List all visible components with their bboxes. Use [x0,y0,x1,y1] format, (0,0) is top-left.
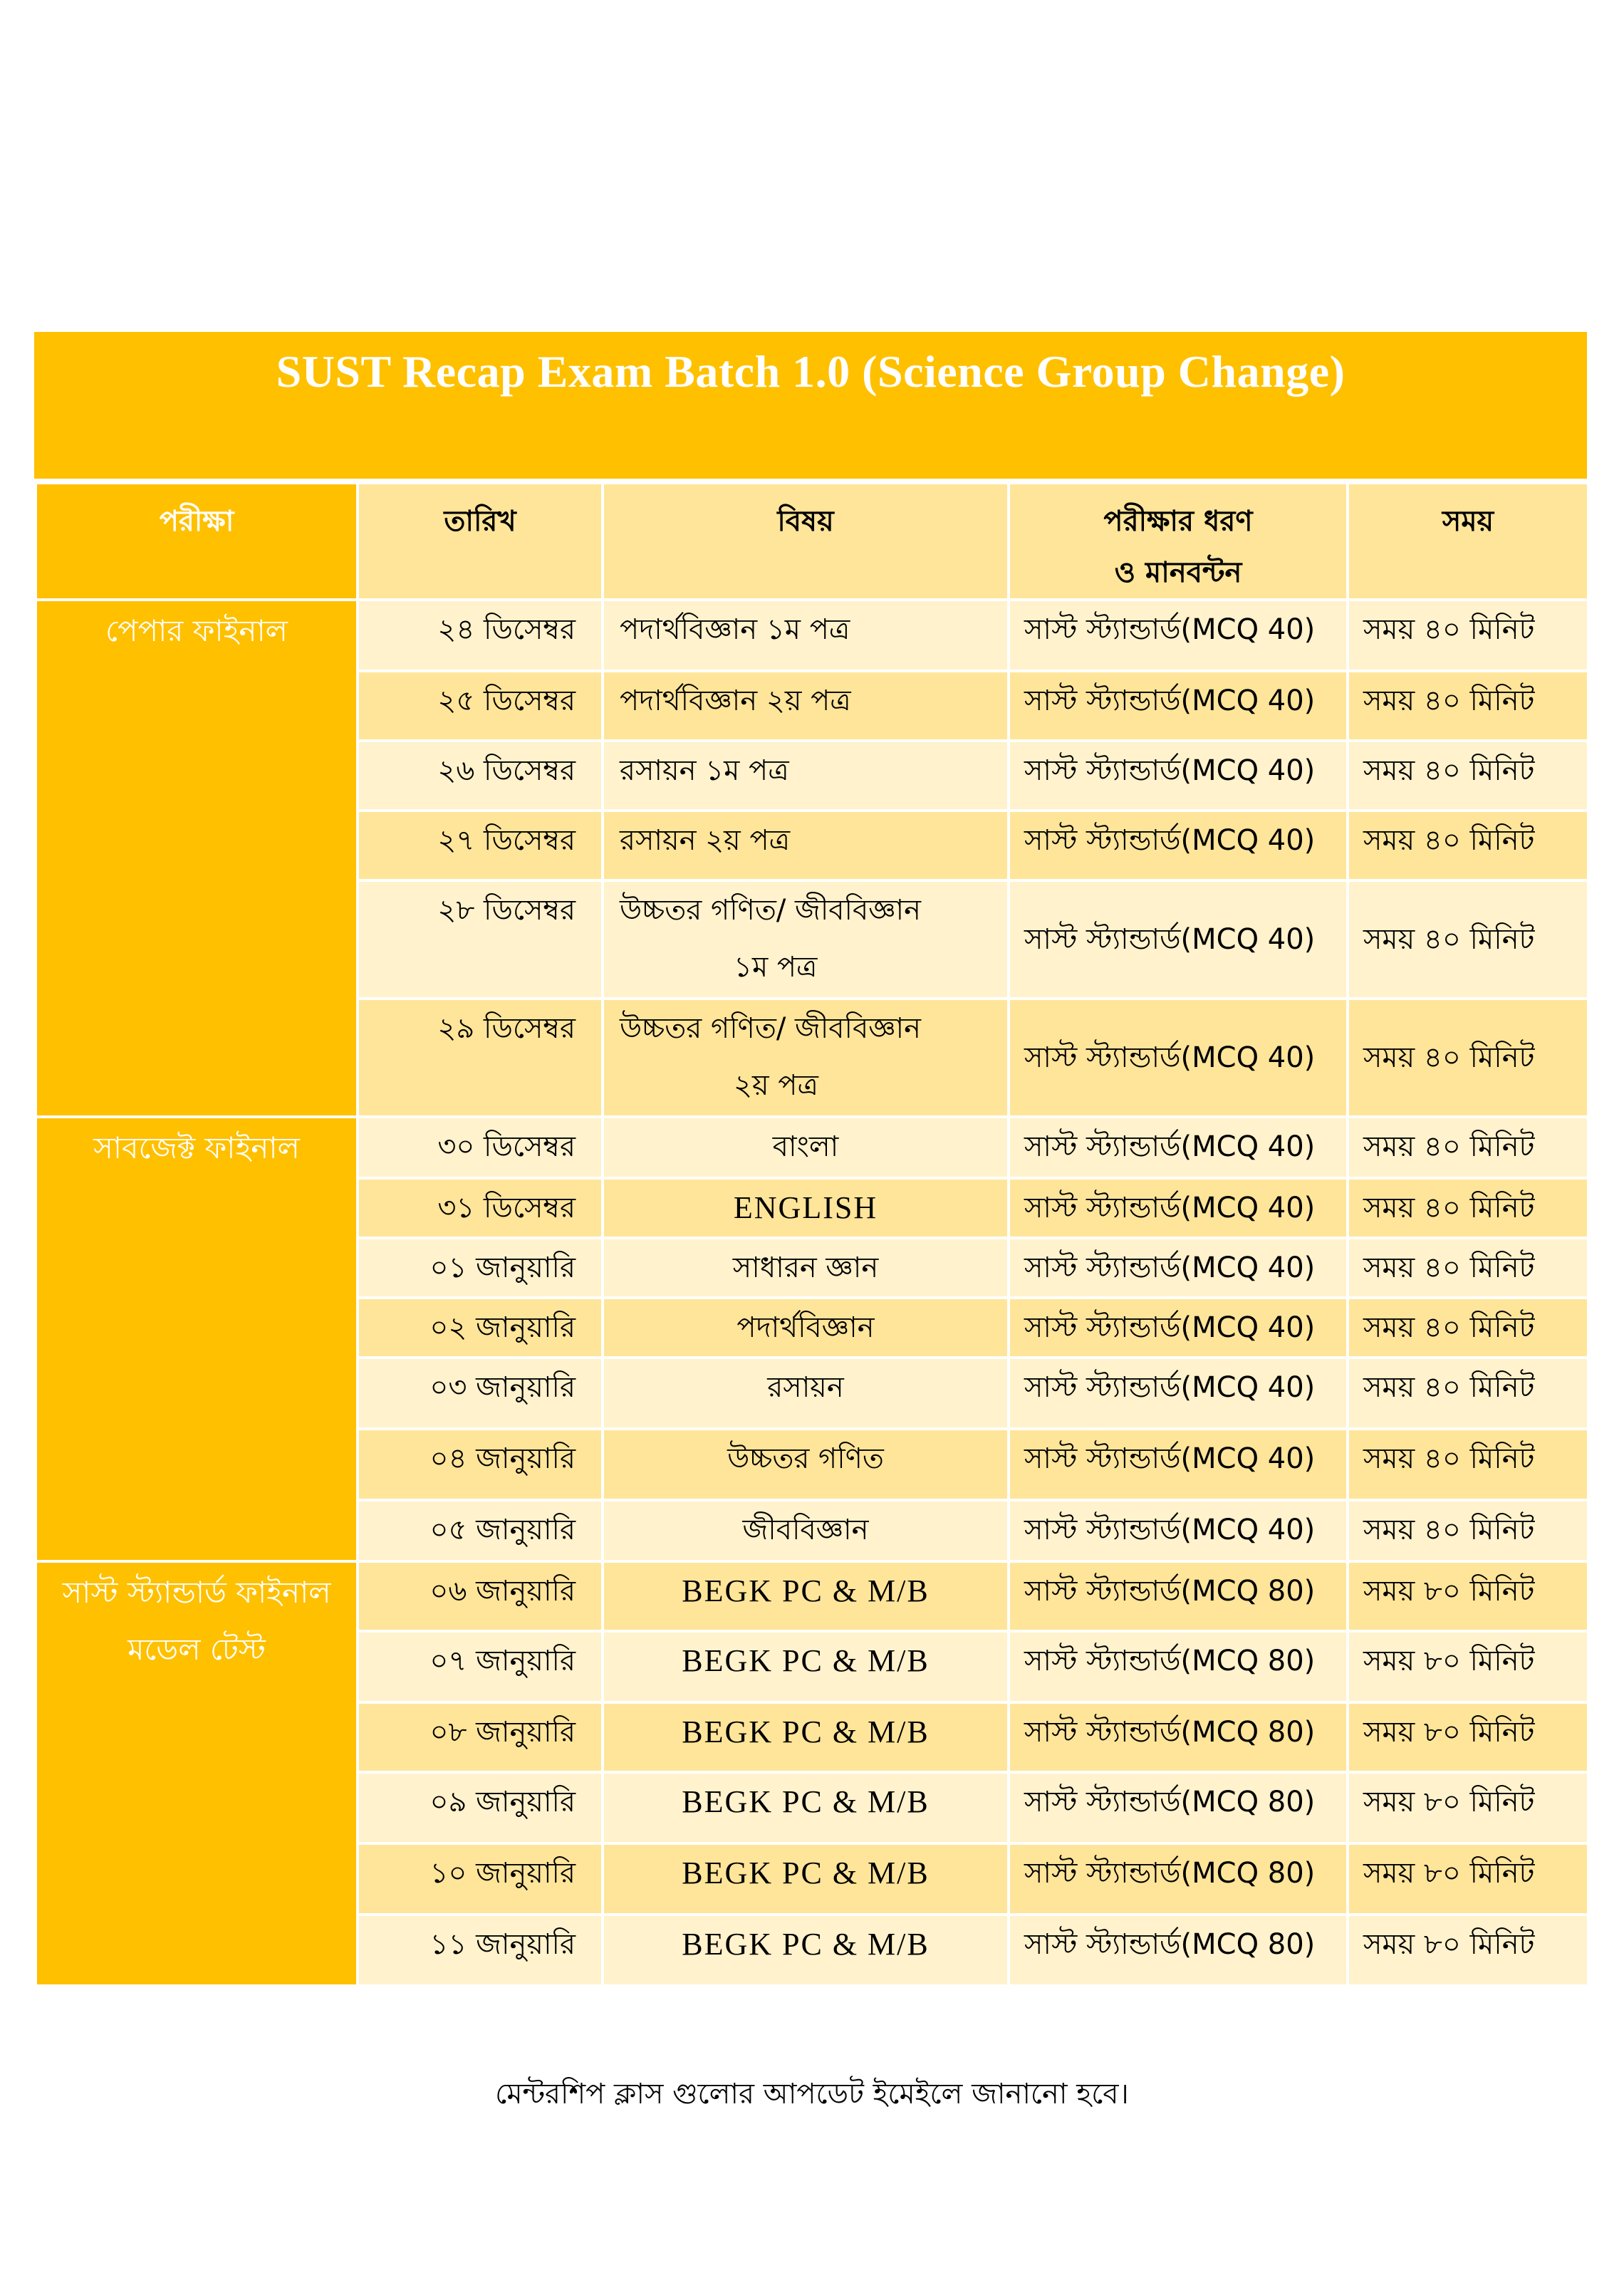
subject-cell [603,1358,1009,1429]
time-cell: সময় ৪০ মিনিট [1348,600,1588,671]
subject-line1: BEGK PC & M/B [682,1784,930,1819]
schedule-sheet [34,332,1587,1987]
exam-section-name [36,1117,358,1561]
subject-cell [603,1631,1009,1702]
subject-cell [603,1561,1009,1631]
table-row [36,1117,1588,1178]
date-cell: ০৩ জানুয়ারি [358,1358,603,1429]
subject-line1: উচ্চতর গণিত/ জীববিজ্ঞান [620,1012,921,1045]
table-row [36,1561,1588,1631]
exam-section-name [36,600,358,1117]
time-cell: সময় ৪০ মিনিট [1348,1298,1588,1358]
date-cell: ১১ জানুয়ারি [358,1915,603,1986]
schedule-table [34,482,1590,1987]
exam-section-name-line1: সাবজেক্ট ফাইনাল [93,1130,300,1165]
subject-cell [603,1772,1009,1843]
header-date: তারিখ [358,483,603,600]
format-cell: সাস্ট স্ট্যান্ডার্ড(MCQ 80) [1009,1702,1348,1772]
date-cell: ০৭ জানুয়ারি [358,1631,603,1702]
header-row [36,483,1588,600]
format-cell: সাস্ট স্ট্যান্ডার্ড(MCQ 40) [1009,1298,1348,1358]
format-cell: সাস্ট স্ট্যান্ডার্ড(MCQ 40) [1009,1358,1348,1429]
date-cell: ০৬ জানুয়ারি [358,1561,603,1631]
format-cell: সাস্ট স্ট্যান্ডার্ড(MCQ 80) [1009,1772,1348,1843]
format-cell: সাস্ট স্ট্যান্ডার্ড(MCQ 80) [1009,1843,1348,1915]
date-cell: ৩০ ডিসেম্বর [358,1117,603,1178]
format-cell: সাস্ট স্ট্যান্ডার্ড(MCQ 40) [1009,741,1348,811]
schedule-body [36,600,1588,1986]
format-cell: সাস্ট স্ট্যান্ডার্ড(MCQ 40) [1009,880,1348,999]
subject-cell [603,880,1009,999]
time-cell: সময় ৮০ মিনিট [1348,1843,1588,1915]
title-band [34,332,1587,482]
header-exam: পরীক্ষা [36,483,358,600]
format-cell: সাস্ট স্ট্যান্ডার্ড(MCQ 40) [1009,1500,1348,1561]
subject-line1: রসায়ন ২য় পত্র [620,824,791,857]
subject-line1: উচ্চতর গণিত/ জীববিজ্ঞান [620,894,921,927]
subject-cell [603,811,1009,880]
subject-line1: BEGK PC & M/B [682,1927,930,1962]
subject-cell [603,999,1009,1117]
subject-cell [603,1702,1009,1772]
subject-line2: ২য় পত্র [734,1069,818,1102]
format-cell: সাস্ট স্ট্যান্ডার্ড(MCQ 40) [1009,1429,1348,1500]
time-cell: সময় ৮০ মিনিট [1348,1915,1588,1986]
subject-cell [603,1298,1009,1358]
time-cell: সময় ৪০ মিনিট [1348,1429,1588,1500]
date-cell: ১০ জানুয়ারি [358,1843,603,1915]
date-cell: ০৫ জানুয়ারি [358,1500,603,1561]
table-row [36,600,1588,671]
header-format [1009,483,1348,600]
subject-cell [603,741,1009,811]
date-cell: ০৯ জানুয়ারি [358,1772,603,1843]
date-cell: ০৮ জানুয়ারি [358,1702,603,1772]
time-cell: সময় ৮০ মিনিট [1348,1631,1588,1702]
date-cell: ২৪ ডিসেম্বর [358,600,603,671]
subject-line1: বাংলা [772,1130,839,1163]
format-cell: সাস্ট স্ট্যান্ডার্ড(MCQ 80) [1009,1561,1348,1631]
format-cell: সাস্ট স্ট্যান্ডার্ড(MCQ 40) [1009,999,1348,1117]
subject-line1: BEGK PC & M/B [682,1855,930,1890]
subject-line1: সাধারন জ্ঞান [732,1251,879,1284]
exam-section-name-line1: পেপার ফাইনাল [105,613,288,648]
subject-line1: BEGK PC & M/B [682,1573,930,1608]
page-title: SUST Recap Exam Batch 1.0 (Science Group Change) [276,346,1345,397]
format-cell: সাস্ট স্ট্যান্ডার্ড(MCQ 80) [1009,1915,1348,1986]
header-format-line1: পরীক্ষার ধরণ [1103,505,1253,538]
subject-line1: পদার্থবিজ্ঞান [736,1311,875,1344]
time-cell: সময় ৪০ মিনিট [1348,811,1588,880]
subject-cell [603,1117,1009,1178]
subject-cell [603,1238,1009,1298]
time-cell: সময় ৪০ মিনিট [1348,999,1588,1117]
date-cell: ৩১ ডিসেম্বর [358,1178,603,1238]
date-cell: ০১ জানুয়ারি [358,1238,603,1298]
subject-cell [603,1500,1009,1561]
date-cell: ২৭ ডিসেম্বর [358,811,603,880]
subject-line1: উচ্চতর গণিত [727,1442,884,1475]
footer-note: মেন্টরশিপ ক্লাস গুলোর আপডেট ইমেইলে জানানো হবে। [495,2078,1129,2110]
time-cell: সময় ৪০ মিনিট [1348,880,1588,999]
format-cell: সাস্ট স্ট্যান্ডার্ড(MCQ 80) [1009,1631,1348,1702]
time-cell: সময় ৪০ মিনিট [1348,1500,1588,1561]
time-cell: সময় ৮০ মিনিট [1348,1561,1588,1631]
format-cell: সাস্ট স্ট্যান্ডার্ড(MCQ 40) [1009,600,1348,671]
format-cell: সাস্ট স্ট্যান্ডার্ড(MCQ 40) [1009,811,1348,880]
subject-line1: ENGLISH [733,1190,878,1225]
date-cell: ২৮ ডিসেম্বর [358,880,603,999]
time-cell: সময় ৪০ মিনিট [1348,671,1588,741]
time-cell: সময় ৪০ মিনিট [1348,1238,1588,1298]
time-cell: সময় ৪০ মিনিট [1348,741,1588,811]
subject-cell [603,1915,1009,1986]
subject-line1: রসায়ন [767,1371,844,1404]
time-cell: সময় ৪০ মিনিট [1348,1178,1588,1238]
date-cell: ০২ জানুয়ারি [358,1298,603,1358]
date-cell: ২৫ ডিসেম্বর [358,671,603,741]
format-cell: সাস্ট স্ট্যান্ডার্ড(MCQ 40) [1009,671,1348,741]
subject-cell [603,671,1009,741]
subject-cell [603,600,1009,671]
date-cell: ২৯ ডিসেম্বর [358,999,603,1117]
format-cell: সাস্ট স্ট্যান্ডার্ড(MCQ 40) [1009,1238,1348,1298]
format-cell: সাস্ট স্ট্যান্ডার্ড(MCQ 40) [1009,1178,1348,1238]
format-cell: সাস্ট স্ট্যান্ডার্ড(MCQ 40) [1009,1117,1348,1178]
time-cell: সময় ৮০ মিনিট [1348,1772,1588,1843]
header-format-line2: ও মানবন্টন [1114,556,1242,589]
header-time: সময় [1348,483,1588,600]
subject-line1: রসায়ন ১ম পত্র [620,754,789,787]
subject-line1: জীববিজ্ঞান [742,1514,869,1546]
subject-line2: ১ম পত্র [734,951,818,984]
subject-cell [603,1178,1009,1238]
exam-section-name-line2: মডেল টেস্ট [127,1632,266,1667]
subject-line1: পদার্থবিজ্ঞান ১ম পত্র [620,613,850,646]
time-cell: সময় ৪০ মিনিট [1348,1358,1588,1429]
date-cell: ২৬ ডিসেম্বর [358,741,603,811]
header-subject: বিষয় [603,483,1009,600]
subject-line1: BEGK PC & M/B [682,1714,930,1749]
subject-cell [603,1843,1009,1915]
time-cell: সময় ৮০ মিনিট [1348,1702,1588,1772]
subject-line1: BEGK PC & M/B [682,1643,930,1678]
exam-section-name-line1: সাস্ট স্ট্যান্ডার্ড ফাইনাল [62,1575,331,1610]
date-cell: ০৪ জানুয়ারি [358,1429,603,1500]
exam-section-name [36,1561,358,1986]
subject-cell [603,1429,1009,1500]
subject-line1: পদার্থবিজ্ঞান ২য় পত্র [620,685,851,717]
time-cell: সময় ৪০ মিনিট [1348,1117,1588,1178]
